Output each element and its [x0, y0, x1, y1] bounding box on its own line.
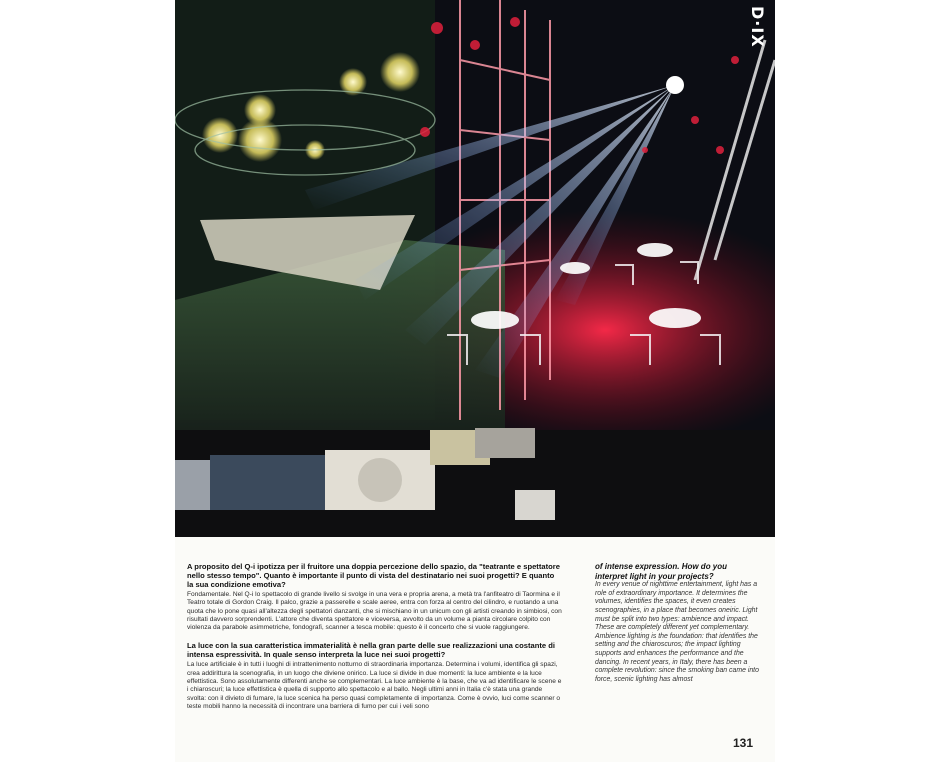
question-1: A proposito del Q-i ipotizza per il fruitore una doppia percezione dello spazio, da "teatrante e spettatore nello stesso tempo". Quanto è importante il punto di vista del destinatario nei suoi progetti? E quanto la sua condizione emotiva?: [187, 562, 560, 589]
question-2: La luce con la sua caratteristica immaterialità è nella gran parte delle sue realizzazioni una costante di intensa espressività. In quale senso interpreta la luce nei suoi progetti?: [187, 641, 556, 660]
magazine-page: [175, 0, 775, 762]
magazine-logo: D·IX: [748, 6, 767, 48]
answer-2: La luce artificiale è in tutti i luoghi di intrattenimento notturno di straordinaria importanza. Determina i volumi, identifica gli spazi, crea addirittura la scenografia, in un luogo che diviene onirico. La luce si divide in due momenti: la luce ambiente e la luce effettistica. Sono assolutamente differenti anche se complementari. La luce ambiente è la base, che va ad identificare le scene e i chiaroscuri; la luce effettistica è quella di supporto allo spettacolo e al ballo. Negli ultimi anni in Italia c'è stata una grande svolta: con il divieto di fumare, la luce scenica ha perso quasi completamente di importanza. Come è ovvio, luci come scanner o teste mobili hanno la necessità di incontrare una barriera di fumo per cui i veli sono: [187, 661, 562, 710]
article-text: [175, 540, 775, 762]
page-number: 131: [732, 736, 753, 750]
italian-column: [187, 562, 562, 720]
answer-1: Fondamentale. Nel Q-i lo spettacolo di grande livello si svolge in una vera e propria arena, a metà tra l'anfiteatro di Taormina e il Teatro totale di Gordon Craig. Il palco, grazie a passerelle e scale aeree, entra con forza al centro del cilindro, e ruotando a una quota che lo pone quasi all'altezza degli spettatori danzanti, che si mischiano in un unicum con gli artisti creando in simbiosi, con risultati davvero sorprendenti. L'attore che diventa spettatore e viceversa, avvolto da un volume a pianta circolare colpito con violenza da parabole asimmetriche, fondografi, scanner a tesca mobile: questo è il concerto che si vuole raggiungere.: [187, 591, 562, 632]
english-question-tail: of intense expression. How do you interpret light in your projects?: [595, 562, 728, 581]
nightclub-scene-illustration: [175, 0, 775, 537]
nightclub-photo: [175, 0, 775, 537]
english-column: [595, 562, 760, 693]
english-answer: In every venue of nighttime entertainment, light has a role of extraordinary importance. It determines the volumes, identifies the spaces, it even creates scenographies, in a place that becomes oneiric. Light must be split into two types: ambience and impact. These are completely different yet complementary. Ambience lighting is the foundation: that identifies the setting and the chiaroscuros; the impact lighting supports and enhances the performance and the dancing. In recent years, in Italy, there has been a complete revolution: since the smoking ban came into force, scenic lighting has almost: [595, 581, 759, 683]
